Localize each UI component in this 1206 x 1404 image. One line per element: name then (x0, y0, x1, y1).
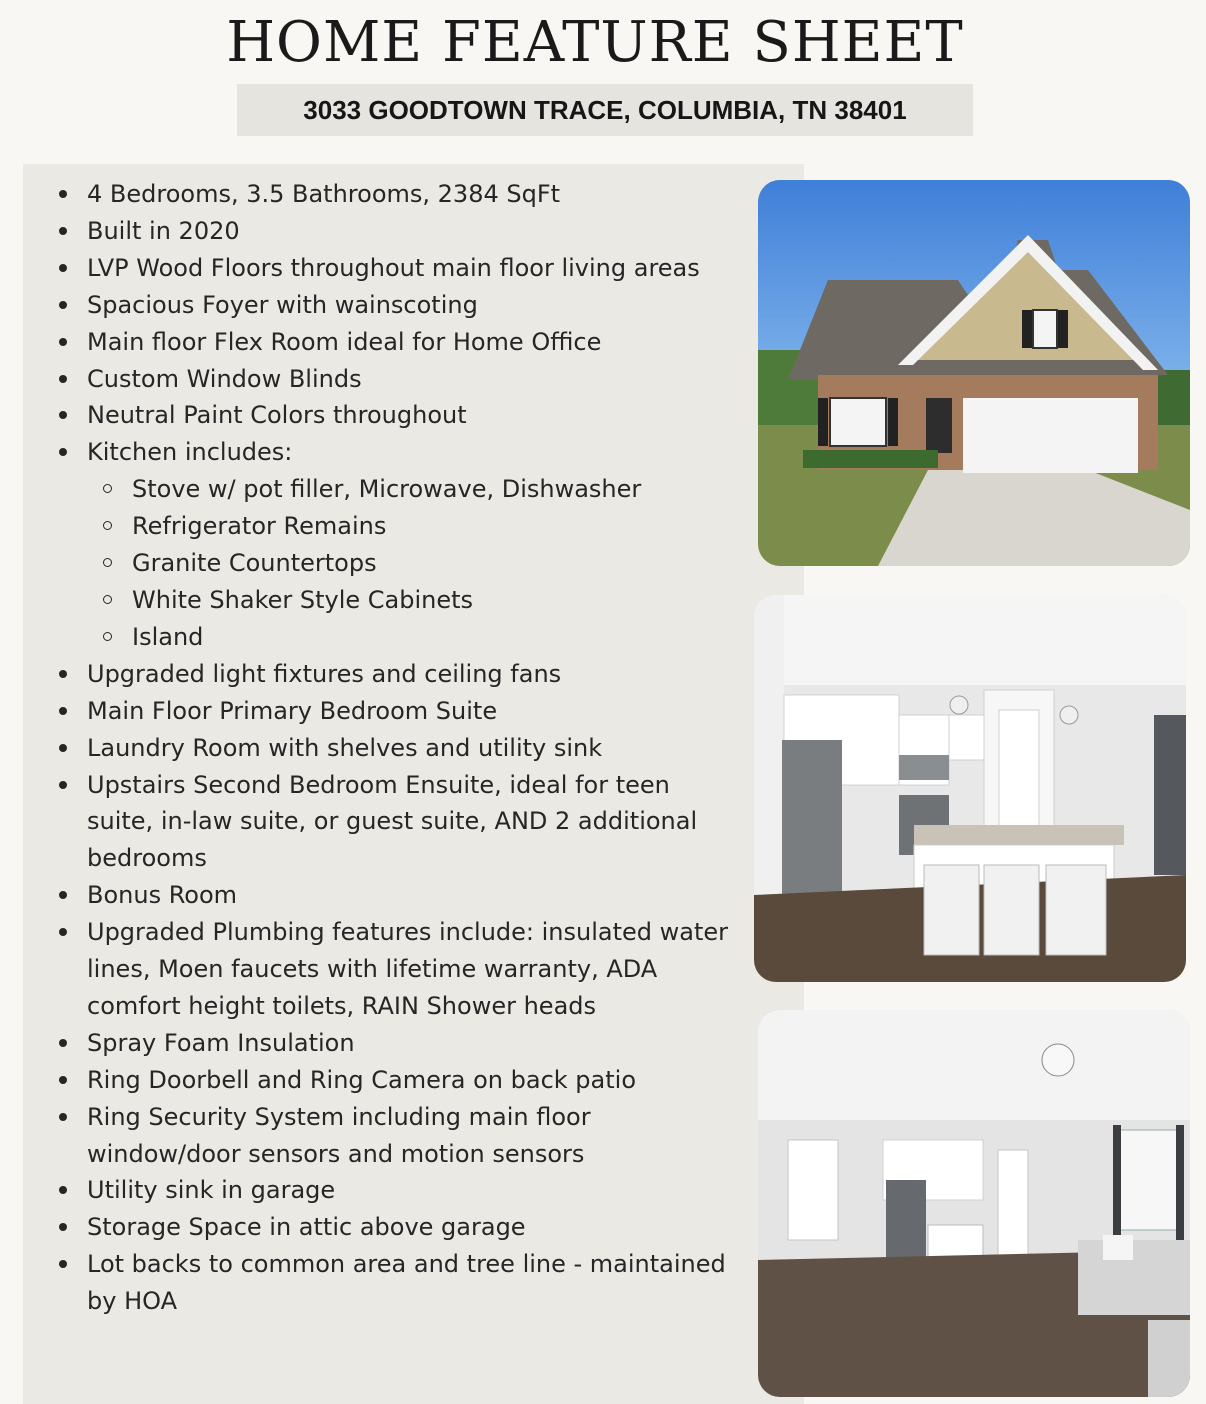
kitchen-photo (754, 595, 1186, 982)
feature-item: Ring Doorbell and Ring Camera on back patio (58, 1062, 738, 1099)
feature-subitem: Granite Countertops (58, 545, 738, 582)
feature-item: Upgraded light fixtures and ceiling fans (58, 656, 738, 693)
feature-item: Upgraded Plumbing features include: insulated water lines, Moen faucets with lifetime warranty, ADA comfort height toilets, RAIN Shower heads (58, 914, 738, 1025)
feature-item: Main floor Flex Room ideal for Home Office (58, 324, 738, 361)
feature-subitem: Refrigerator Remains (58, 508, 738, 545)
living-room-photo (758, 1010, 1190, 1397)
page-title: HOME FEATURE SHEET (226, 10, 964, 75)
exterior-photo (758, 180, 1190, 566)
feature-item: Custom Window Blinds (58, 361, 738, 398)
address-banner (237, 84, 973, 136)
feature-item: Upstairs Second Bedroom Ensuite, ideal for teen suite, in-law suite, or guest suite, AND 2 additional bedrooms (58, 767, 738, 878)
feature-item: Spray Foam Insulation (58, 1025, 738, 1062)
feature-list (58, 176, 738, 1320)
feature-item: Main Floor Primary Bedroom Suite (58, 693, 738, 730)
feature-item: Kitchen includes: (58, 434, 738, 471)
feature-subitem: White Shaker Style Cabinets (58, 582, 738, 619)
feature-item: Laundry Room with shelves and utility sink (58, 730, 738, 767)
feature-item: Utility sink in garage (58, 1172, 738, 1209)
feature-item: Spacious Foyer with wainscoting (58, 287, 738, 324)
feature-item: Ring Security System including main floor window/door sensors and motion sensors (58, 1099, 738, 1173)
feature-subitem: Stove w/ pot filler, Microwave, Dishwasher (58, 471, 738, 508)
property-address: 3033 GOODTOWN TRACE, COLUMBIA, TN 38401 (303, 94, 907, 125)
feature-item: Storage Space in attic above garage (58, 1209, 738, 1246)
feature-item: Built in 2020 (58, 213, 738, 250)
feature-item: Bonus Room (58, 877, 738, 914)
feature-subitem: Island (58, 619, 738, 656)
feature-item: LVP Wood Floors throughout main floor living areas (58, 250, 738, 287)
feature-item: 4 Bedrooms, 3.5 Bathrooms, 2384 SqFt (58, 176, 738, 213)
feature-item: Lot backs to common area and tree line - maintained by HOA (58, 1246, 738, 1320)
feature-item: Neutral Paint Colors throughout (58, 397, 738, 434)
